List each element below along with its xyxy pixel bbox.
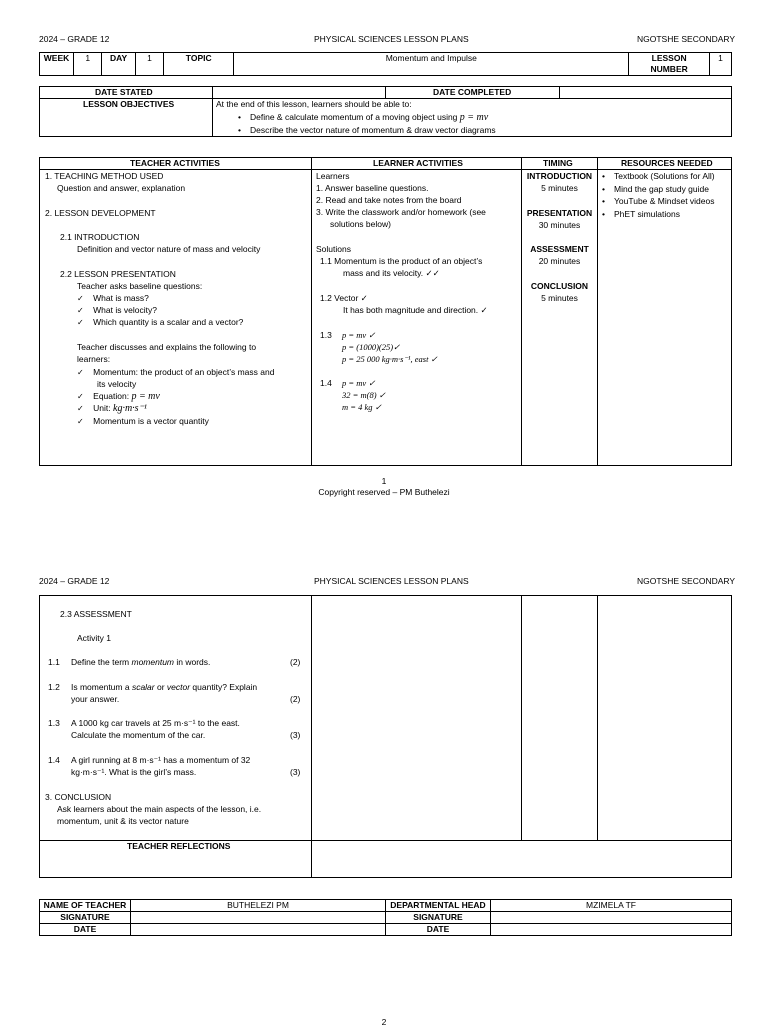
question-1-3-number: 1.3 bbox=[48, 718, 60, 728]
teacher-reflections-label: TEACHER REFLECTIONS bbox=[127, 841, 231, 851]
timing-presentation-value: 30 minutes bbox=[538, 220, 581, 230]
learners-heading: Learners bbox=[316, 171, 350, 181]
lesson-development-heading: 2. LESSON DEVELOPMENT bbox=[45, 208, 156, 218]
presentation-heading: 2.2 LESSON PRESENTATION bbox=[60, 269, 176, 279]
introduction-text: Definition and vector nature of mass and velocity bbox=[77, 244, 261, 254]
solutions-heading: Solutions bbox=[316, 244, 351, 254]
check-icon: ✓ bbox=[77, 392, 84, 401]
question-1-2: Is momentum a scalar or vector quantity? Explain bbox=[71, 682, 258, 692]
conclusion-text-2: momentum, unit & its vector nature bbox=[57, 816, 189, 826]
check-icon: ✓ bbox=[77, 294, 84, 303]
page-number-1: 1 bbox=[381, 476, 387, 486]
assessment-heading: 2.3 ASSESSMENT bbox=[60, 609, 132, 619]
date-stated-label: DATE STATED bbox=[95, 87, 153, 97]
check-icon: ✓ bbox=[77, 417, 84, 426]
solution-1-4-line-1: p = mv ✓ bbox=[342, 378, 376, 388]
doc-header-center-p2: PHYSICAL SCIENCES LESSON PLANS bbox=[314, 576, 469, 586]
baseline-intro: Teacher asks baseline questions: bbox=[77, 281, 203, 291]
point-momentum-def-cont: its velocity bbox=[97, 379, 137, 389]
learner-step-1: 1. Answer baseline questions. bbox=[316, 183, 429, 193]
point-momentum-def: ✓ Momentum: the product of an object’s mass and bbox=[77, 367, 275, 377]
question-1-3: A 1000 kg car travels at 25 m·s⁻¹ to the east. bbox=[71, 718, 240, 728]
copyright: Copyright reserved – PM Buthelezi bbox=[318, 487, 450, 497]
solution-1-2-cont: It has both magnitude and direction. ✓ bbox=[343, 305, 488, 315]
solution-1-4-line-2: 32 = m(8) ✓ bbox=[342, 390, 386, 400]
head-date-field bbox=[491, 924, 732, 936]
check-icon: ✓ bbox=[77, 368, 84, 377]
solution-1-3-line-1: p = mv ✓ bbox=[342, 330, 376, 340]
lesson-number-value: 1 bbox=[709, 53, 731, 76]
objectives-label: LESSON OBJECTIVES bbox=[83, 99, 175, 109]
objectives-intro: At the end of this lesson, learners should be able to: bbox=[216, 99, 412, 109]
doc-header-right-p2: NGOTSHE SECONDARY bbox=[637, 576, 736, 586]
teacher-date-field bbox=[131, 924, 386, 936]
teaching-method-heading: 1. TEACHING METHOD USED bbox=[45, 171, 164, 181]
objective-1: • Define & calculate momentum of a moving object using p = mv bbox=[250, 112, 488, 123]
learner-step-3: 3. Write the classwork and/or homework (see bbox=[316, 207, 486, 217]
resource-study-guide: • Mind the gap study guide bbox=[614, 184, 709, 195]
point-unit: ✓ Unit: kg·m·s⁻¹ bbox=[77, 403, 147, 414]
topic-label: TOPIC bbox=[164, 53, 234, 76]
head-signature-label: SIGNATURE bbox=[386, 912, 491, 924]
solution-1-1-cont: mass and its velocity. ✓✓ bbox=[343, 268, 440, 278]
lesson-number-label: LESSON NUMBER bbox=[629, 53, 710, 76]
head-label: DEPARTMENTAL HEAD bbox=[386, 900, 491, 912]
discuss-text-1: Teacher discusses and explains the following to bbox=[77, 342, 257, 352]
check-icon: ✓ bbox=[77, 318, 84, 327]
timing-conclusion-label: CONCLUSION bbox=[530, 281, 589, 291]
question-1-4: A girl running at 8 m·s⁻¹ has a momentum of 32 bbox=[71, 755, 251, 765]
head-date-label: DATE bbox=[386, 924, 491, 936]
learner-step-3-cont: solutions below) bbox=[330, 219, 391, 229]
check-icon: ✓ bbox=[77, 306, 84, 315]
question-1-4-cont: kg·m·s⁻¹. What is the girl’s mass. bbox=[71, 767, 197, 777]
teacher-signature-label: SIGNATURE bbox=[40, 912, 131, 924]
solution-1-4-line-3: m = 4 kg ✓ bbox=[342, 402, 382, 412]
topic-value: Momentum and Impulse bbox=[234, 53, 629, 76]
question-1-1: Define the term momentum in words. bbox=[71, 657, 211, 667]
week-label: WEEK bbox=[40, 53, 74, 76]
point-equation: ✓ Equation: p = mv bbox=[77, 391, 160, 402]
page-number-2: 2 bbox=[381, 1017, 387, 1027]
resource-videos: • YouTube & Mindset videos bbox=[614, 196, 715, 207]
timing-introduction-value: 5 minutes bbox=[541, 183, 578, 193]
conclusion-heading: 3. CONCLUSION bbox=[45, 792, 112, 802]
header-timing: TIMING bbox=[543, 158, 573, 168]
introduction-heading: 2.1 INTRODUCTION bbox=[60, 232, 140, 242]
teacher-name: BUTHELEZI PM bbox=[131, 900, 386, 912]
teacher-date-label: DATE bbox=[40, 924, 131, 936]
conclusion-text-1: Ask learners about the main aspects of the lesson, i.e. bbox=[57, 804, 262, 814]
baseline-question-3: ✓ Which quantity is a scalar and a vector? bbox=[77, 317, 244, 327]
check-icon: ✓ bbox=[77, 404, 84, 413]
question-1-2-cont: your answer. bbox=[71, 694, 120, 704]
point-vector: ✓ Momentum is a vector quantity bbox=[77, 416, 209, 426]
question-1-1-number: 1.1 bbox=[48, 657, 60, 667]
resource-phet: • PhET simulations bbox=[614, 209, 680, 220]
solution-1-2: 1.2 Vector ✓ bbox=[320, 293, 368, 303]
question-1-1-marks: (2) bbox=[290, 657, 301, 667]
day-value: 1 bbox=[135, 53, 163, 76]
timing-introduction-label: INTRODUCTION bbox=[526, 171, 593, 181]
head-name: MZIMELA TF bbox=[491, 900, 732, 912]
head-signature-field bbox=[491, 912, 732, 924]
timing-conclusion-value: 5 minutes bbox=[541, 293, 578, 303]
activity-heading: Activity 1 bbox=[77, 633, 112, 643]
resource-textbook: • Textbook (Solutions for All) bbox=[614, 171, 715, 182]
timing-assessment-value: 20 minutes bbox=[538, 256, 581, 266]
doc-header-right: NGOTSHE SECONDARY bbox=[637, 34, 736, 44]
question-1-4-marks: (3) bbox=[290, 767, 301, 777]
discuss-text-2: learners: bbox=[77, 354, 111, 364]
teacher-name-label: NAME OF TEACHER bbox=[40, 900, 131, 912]
learner-step-2: 2. Read and take notes from the board bbox=[316, 195, 462, 205]
teacher-signature-field bbox=[131, 912, 386, 924]
day-label: DAY bbox=[102, 53, 136, 76]
signoff-table bbox=[39, 899, 732, 936]
doc-header-center: PHYSICAL SCIENCES LESSON PLANS bbox=[314, 34, 469, 44]
week-value: 1 bbox=[74, 53, 102, 76]
date-completed-label: DATE COMPLETED bbox=[433, 87, 512, 97]
question-1-3-marks: (3) bbox=[290, 730, 301, 740]
solution-1-3-line-2: p = (1000)(25)✓ bbox=[342, 342, 401, 352]
question-1-3-cont: Calculate the momentum of the car. bbox=[71, 730, 206, 740]
doc-header-left-p2: 2024 – GRADE 12 bbox=[39, 576, 110, 586]
solution-1-3-number: 1.3 bbox=[320, 330, 332, 340]
lesson-info-row bbox=[39, 52, 732, 76]
solution-1-1: 1.1 Momentum is the product of an object’s bbox=[320, 256, 483, 266]
solution-1-4-number: 1.4 bbox=[320, 378, 332, 388]
solution-1-3-line-3: p = 25 000 kg·m·s⁻¹, east ✓ bbox=[342, 354, 438, 364]
baseline-question-2: ✓ What is velocity? bbox=[77, 305, 157, 315]
baseline-question-1: ✓ What is mass? bbox=[77, 293, 149, 303]
question-1-2-marks: (2) bbox=[290, 694, 301, 704]
doc-header-left: 2024 – GRADE 12 bbox=[39, 34, 110, 44]
question-1-4-number: 1.4 bbox=[48, 755, 60, 765]
header-learner-activities: LEARNER ACTIVITIES bbox=[373, 158, 463, 168]
timing-presentation-label: PRESENTATION bbox=[526, 208, 593, 218]
teaching-method-text: Question and answer, explanation bbox=[57, 183, 186, 193]
objective-2: • Describe the vector nature of momentum & draw vector diagrams bbox=[250, 125, 496, 136]
header-resources: RESOURCES NEEDED bbox=[621, 158, 713, 168]
question-1-2-number: 1.2 bbox=[48, 682, 60, 692]
header-teacher-activities: TEACHER ACTIVITIES bbox=[130, 158, 220, 168]
timing-assessment-label: ASSESSMENT bbox=[530, 244, 589, 254]
